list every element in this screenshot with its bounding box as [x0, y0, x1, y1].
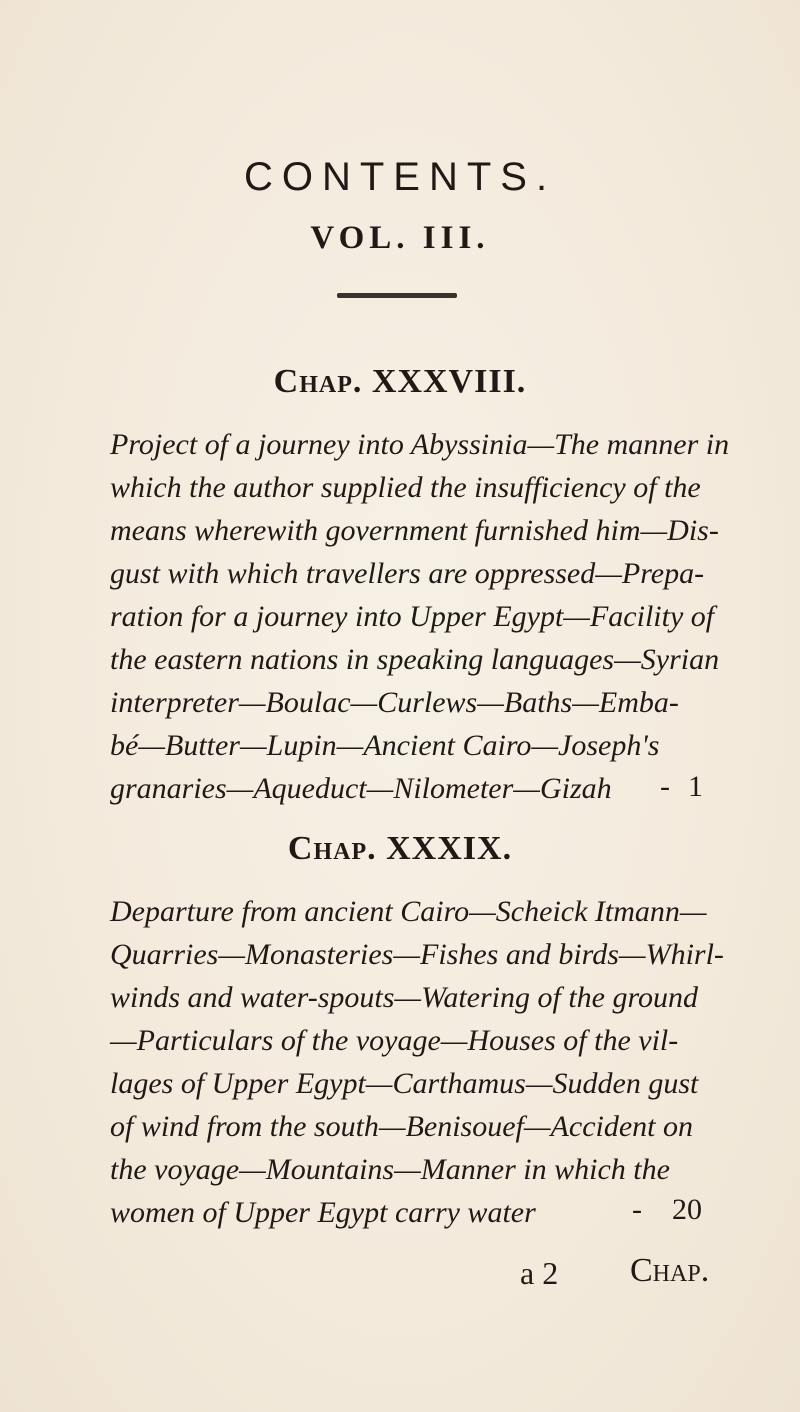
volume-label: VOL. III. [310, 220, 490, 256]
chapter-39-word: Chap. [287, 830, 377, 867]
summary-line: winds and water-spouts—Watering of the ground [110, 981, 699, 1014]
summary-line: —Particulars of the voyage—Houses of the vil- [110, 1024, 679, 1057]
catchword: Chap. [630, 1252, 710, 1289]
summary-line: interpreter—Boulac—Curlews—Baths—Emba- [110, 686, 679, 719]
summary-line: bé—Butter—Lupin—Ancient Cairo—Joseph's [110, 729, 660, 762]
signature-mark: a 2 [520, 1255, 559, 1291]
page-heading: CONTENTS. [243, 155, 557, 199]
chapter-38-page-number: 1 [688, 770, 703, 803]
summary-line: Departure from ancient Cairo—Scheick Itmann— [110, 895, 707, 928]
chapter-38-word: Chap. [273, 363, 363, 400]
chapter-38-page-dash: - [660, 770, 670, 803]
summary-line: of wind from the south—Benisouef—Accident on [110, 1110, 693, 1143]
summary-line: gust with which travellers are oppressed—Prepa- [110, 557, 705, 590]
summary-line: lages of Upper Egypt—Carthamus—Sudden gust [110, 1067, 699, 1100]
summary-line: granaries—Aqueduct—Nilometer—Gizah [110, 772, 612, 805]
summary-line: means wherewith government furnished him—Dis- [110, 514, 719, 547]
chapter-38-title [0, 363, 800, 401]
chapter-38-number: XXXVIII. [371, 363, 527, 400]
chapter-39-summary [110, 890, 790, 1234]
chapter-39-title [0, 830, 800, 868]
summary-line: women of Upper Egypt carry water [110, 1196, 536, 1229]
summary-line: which the author supplied the insufficiency of the [110, 471, 701, 504]
chapter-39-number: XXXIX. [386, 830, 513, 867]
summary-line: ration for a journey into Upper Egypt—Facility of [110, 600, 715, 633]
chapter-39-page-number: 20 [672, 1193, 702, 1226]
chapter-38-summary [110, 423, 790, 810]
summary-line: the voyage—Mountains—Manner in which the [110, 1153, 670, 1186]
summary-line: Project of a journey into Abyssinia—The manner in [110, 428, 730, 461]
chapter-39-page-dash: - [632, 1193, 642, 1226]
summary-line: the eastern nations in speaking languages—Syrian [110, 643, 720, 676]
summary-line: Quarries—Monasteries—Fishes and birds—Whirl- [110, 938, 724, 971]
divider-rule [337, 293, 457, 298]
